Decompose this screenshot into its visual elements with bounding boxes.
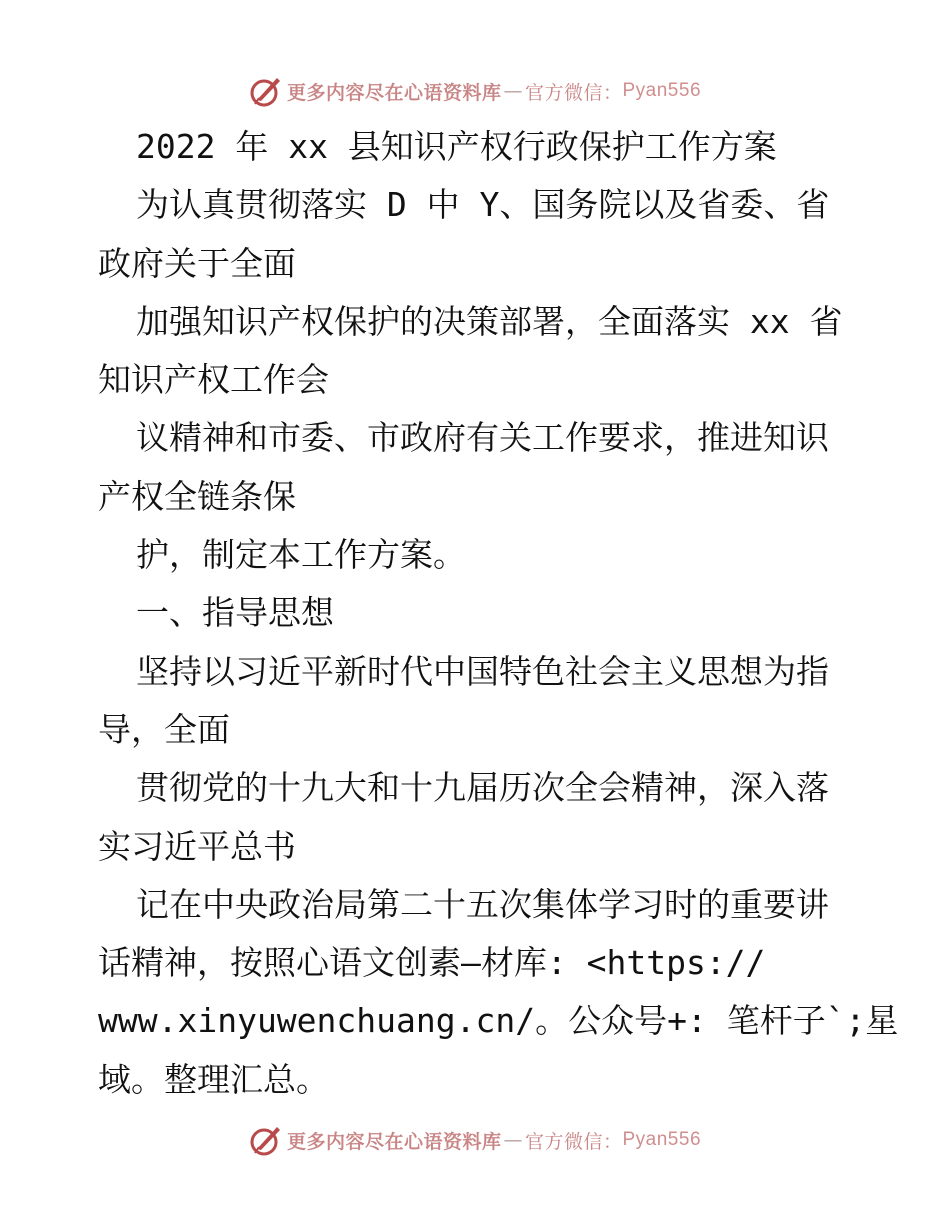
watermark-brand: 更多内容尽在心语资料库 — [286, 81, 502, 104]
document-line: 记在中央政治局第二十五次集体学习时的重要讲 — [136, 884, 829, 924]
document-line: 贯彻党的十九大和十九届历次全会精神，深入落 — [136, 768, 829, 808]
document-line: 产权全链条保 — [98, 476, 296, 516]
document-line: 实习近平总书 — [98, 826, 296, 866]
document-line: www.xinyuwenchuang.cn/。公众号+: 笔杆子`;星 — [98, 1001, 899, 1041]
document-line: 2022 年 xx 县知识产权行政保护工作方案 — [136, 127, 777, 166]
watermark-label: 官方微信： — [524, 1130, 623, 1153]
document-line: 导，全面 — [98, 709, 230, 749]
document-line: 坚持以习近平新时代中国特色社会主义思想为指 — [136, 651, 829, 691]
document-line: 话精神，按照心语文创素—材库: <https:// — [98, 943, 766, 983]
document-body — [98, 118, 899, 1109]
document-line: 一、指导思想 — [136, 593, 334, 633]
document-line: 护，制定本工作方案。 — [136, 535, 466, 575]
document-line: 议精神和市委、市政府有关工作要求，推进知识 — [136, 418, 829, 458]
document-line: 加强知识产权保护的决策部署，全面落实 xx 省 — [136, 301, 843, 341]
watermark-header — [0, 71, 950, 111]
document-line: 知识产权工作会 — [98, 360, 329, 400]
quill-logo-icon — [249, 1123, 283, 1157]
document-line: 政府关于全面 — [98, 243, 296, 283]
watermark-label: 官方微信： — [524, 81, 623, 104]
watermark-account: Pyan556 — [622, 80, 702, 101]
document-line: 域。整理汇总。 — [98, 1059, 329, 1099]
document-line: 为认真贯彻落实 D 中 Y、国务院以及省委、省 — [136, 185, 830, 225]
watermark-brand: 更多内容尽在心语资料库 — [286, 1130, 502, 1153]
watermark-dash: — — [503, 1129, 523, 1151]
quill-logo-icon — [249, 74, 283, 108]
watermark-footer — [0, 1120, 950, 1160]
watermark-dash: — — [503, 80, 523, 102]
watermark-account: Pyan556 — [622, 1129, 702, 1150]
